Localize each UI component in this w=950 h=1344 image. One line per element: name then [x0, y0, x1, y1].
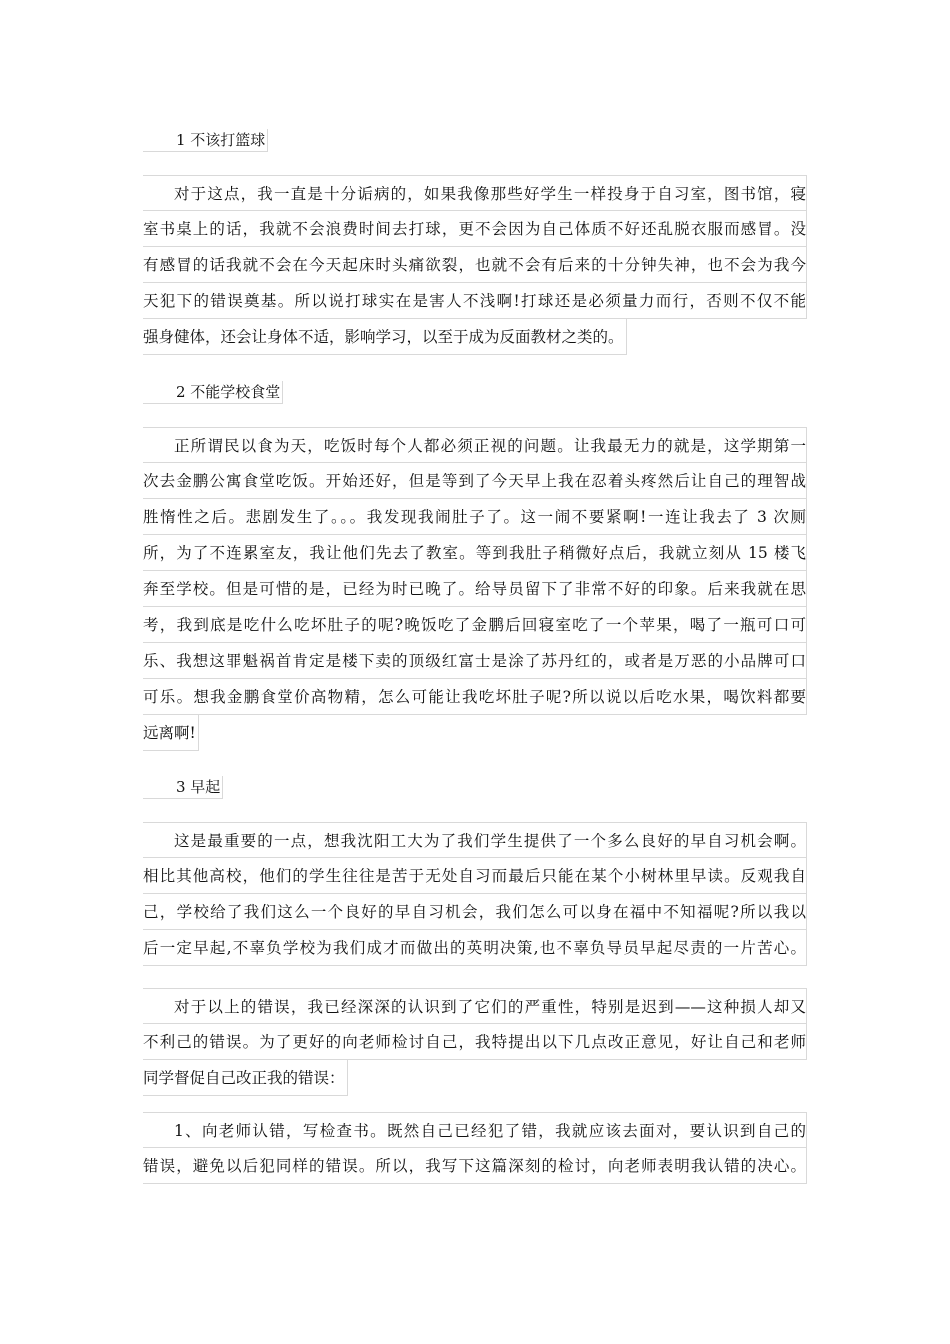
text-line: 可乐。想我金鹏食堂价高物精，怎么可能让我吃坏肚子呢?所以说以后吃水果，喝饮料都要 — [143, 679, 807, 715]
text-line: 乐、我想这罪魁祸首肯定是楼下卖的顶级红富士是涂了苏丹红的，或者是万恶的小品牌可口 — [143, 643, 807, 679]
text-line: 己，学校给了我们这么一个良好的早自习机会，我们怎么可以身在福中不知福呢?所以我以 — [143, 894, 807, 930]
text-line: 同学督促自己改正我的错误： — [143, 1060, 348, 1096]
section-heading-2: 2 不能学校食堂 — [143, 381, 283, 404]
section-heading-3: 3 早起 — [143, 776, 223, 799]
text-line: 对于这点，我一直是十分诟病的，如果我像那些好学生一样投身于自习室，图书馆，寝 — [143, 175, 807, 211]
text-line: 后一定早起,不辜负学校为我们成才而做出的英明决策,也不辜负导员早起尽责的一片苦心。 — [143, 930, 807, 966]
text-line: 1、向老师认错，写检查书。既然自己已经犯了错，我就应该去面对，要认识到自己的 — [143, 1112, 807, 1148]
text-line: 考，我到底是吃什么吃坏肚子的呢?晚饭吃了金鹏后回寝室吃了一个苹果，喝了一瓶可口可 — [143, 607, 807, 643]
paragraph-3 — [143, 822, 807, 966]
section-heading-1: 1 不该打篮球 — [143, 129, 268, 152]
text-line: 次去金鹏公寓食堂吃饭。开始还好，但是等到了今天早上我在忍着头疼然后让自己的理智战 — [143, 463, 807, 499]
text-line: 不利己的错误。为了更好的向老师检讨自己，我特提出以下几点改正意见，好让自己和老师 — [143, 1024, 807, 1060]
text-line: 胜惰性之后。悲剧发生了。。。我发现我闹肚子了。这一闹不要紧啊!一连让我去了 3 次厕 — [143, 499, 807, 535]
text-line: 室书桌上的话，我就不会浪费时间去打球，更不会因为自己体质不好还乱脱衣服而感冒。没 — [143, 211, 807, 247]
text-line: 远离啊! — [143, 715, 199, 751]
text-line: 对于以上的错误，我已经深深的认识到了它们的严重性，特别是迟到——这种损人却又 — [143, 988, 807, 1024]
text-line: 这是最重要的一点，想我沈阳工大为了我们学生提供了一个多么良好的早自习机会啊。 — [143, 822, 807, 858]
text-line: 奔至学校。但是可惜的是，已经为时已晚了。给导员留下了非常不好的印象。后来我就在思 — [143, 571, 807, 607]
text-line: 错误，避免以后犯同样的错误。所以，我写下这篇深刻的检讨，向老师表明我认错的决心。 — [143, 1148, 807, 1184]
text-line: 有感冒的话我就不会在今天起床时头痛欲裂，也就不会有后来的十分钟失神，也不会为我今 — [143, 247, 807, 283]
text-line: 相比其他高校，他们的学生往往是苦于无处自习而最后只能在某个小树林里早读。反观我自 — [143, 858, 807, 894]
paragraph-2 — [143, 427, 807, 755]
paragraph-4 — [143, 988, 807, 1100]
text-line: 所，为了不连累室友，我让他们先去了教室。等到我肚子稍微好点后，我就立刻从 15 楼飞 — [143, 535, 807, 571]
text-line: 强身健体，还会让身体不适，影响学习，以至于成为反面教材之类的。 — [143, 319, 627, 355]
text-line: 天犯下的错误奠基。所以说打球实在是害人不浅啊!打球还是必须量力而行，否则不仅不能 — [143, 283, 807, 319]
text-line: 正所谓民以食为天，吃饭时每个人都必须正视的问题。让我最无力的就是，这学期第一 — [143, 427, 807, 463]
paragraph-5 — [143, 1112, 807, 1184]
paragraph-1 — [143, 175, 807, 359]
